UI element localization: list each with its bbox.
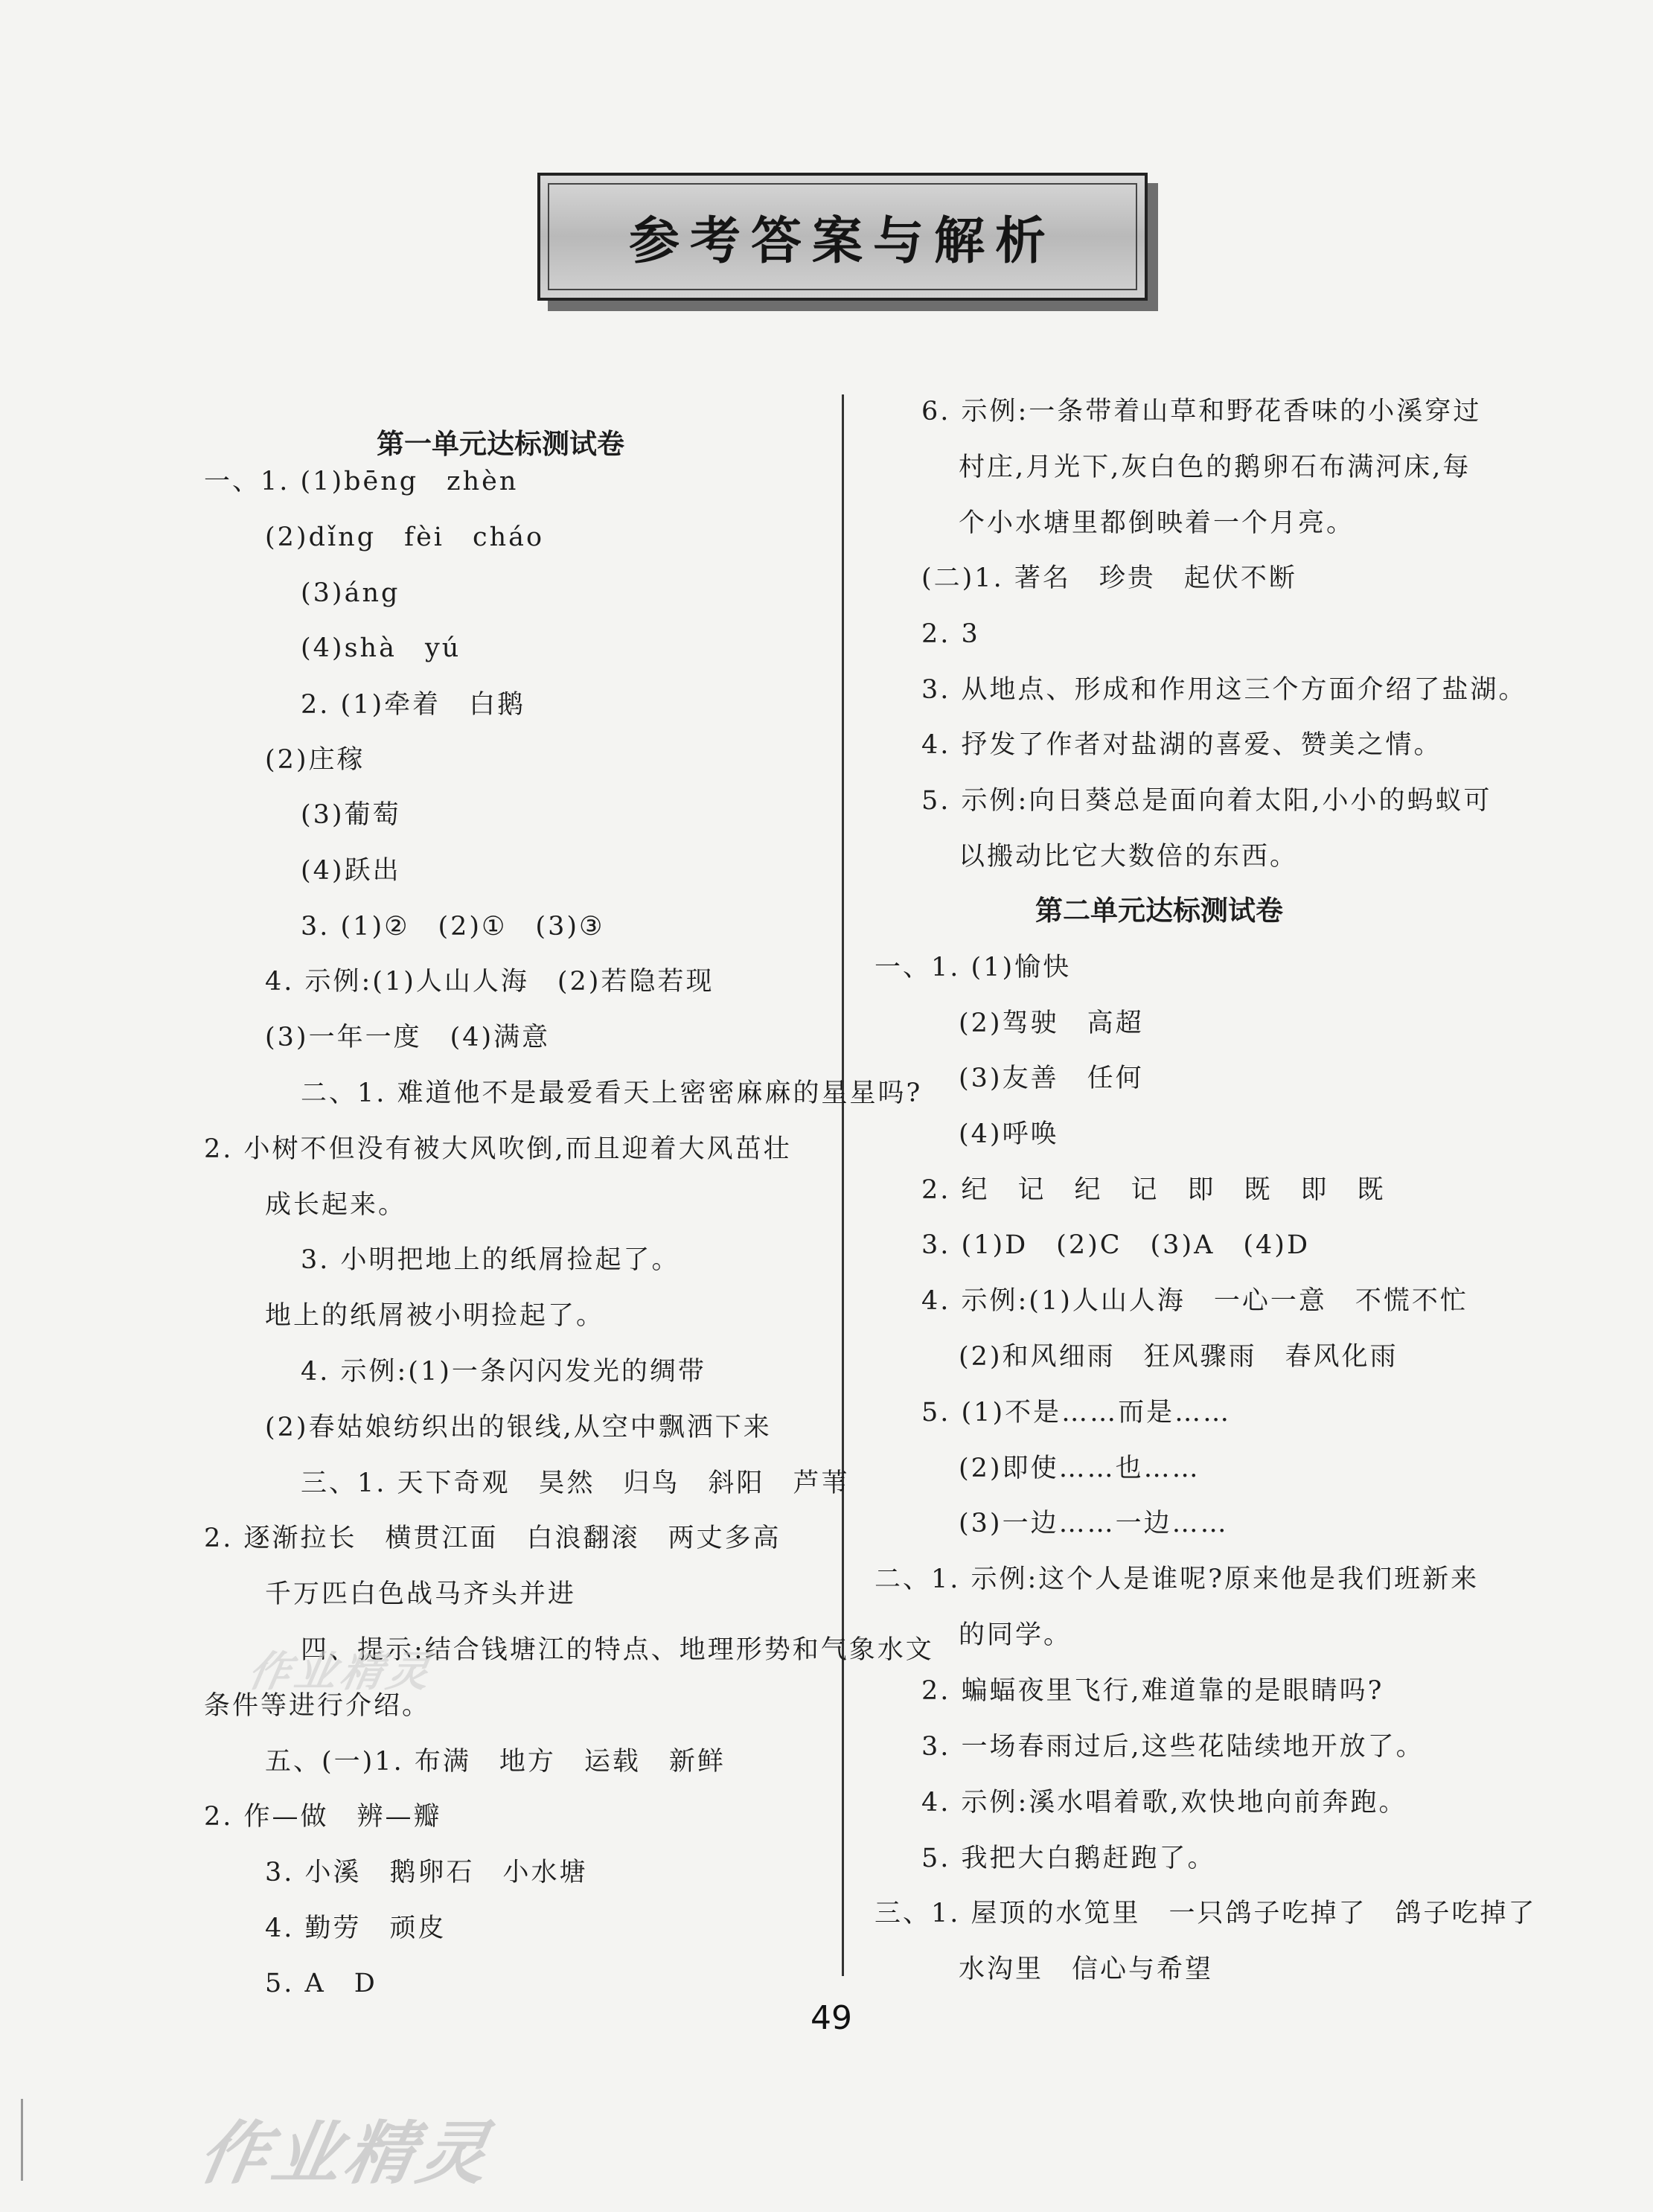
page-edge-mark bbox=[21, 2099, 23, 2181]
right-answer-line: 6. 示例:一条带着山草和野花香味的小溪穿过 bbox=[921, 397, 1482, 426]
right-answer-line: 水沟里 信心与希望 bbox=[959, 1954, 1214, 1984]
left-answer-line: 2. (1)牵着 白鹅 bbox=[301, 690, 526, 720]
page-number: 49 bbox=[810, 1999, 852, 2037]
left-answer-line: 五、(一)1. 布满 地方 运载 新鲜 bbox=[265, 1747, 726, 1777]
left-answer-line: 3. 小明把地上的纸屑捡起了。 bbox=[301, 1245, 680, 1275]
right-answer-line: (2)驾驶 高超 bbox=[959, 1008, 1144, 1038]
left-answer-line: (3)一年一度 (4)满意 bbox=[265, 1023, 551, 1052]
left-answer-line: 2. 逐渐拉长 横贯江面 白浪翻滚 两丈多高 bbox=[204, 1524, 781, 1553]
right-answer-line: 3. 一场春雨过后,这些花陆续地开放了。 bbox=[921, 1732, 1425, 1762]
left-section-heading: 第一单元达标测试卷 bbox=[377, 428, 624, 460]
left-answer-line: 四、提示:结合钱塘江的特点、地理形势和气象水文 bbox=[301, 1635, 934, 1665]
watermark-bottom: 作业精灵 bbox=[193, 2114, 499, 2193]
right-answer-line: 4. 示例:溪水唱着歌,欢快地向前奔跑。 bbox=[921, 1788, 1407, 1818]
right-answer-line: 5. 示例:向日葵总是面向着太阳,小小的蚂蚁可 bbox=[921, 786, 1492, 816]
left-answer-line: 2. 小树不但没有被大风吹倒,而且迎着大风茁壮 bbox=[204, 1134, 792, 1164]
left-answer-line: 地上的纸屑被小明捡起了。 bbox=[265, 1301, 605, 1331]
right-answer-line: 2. 纪 记 纪 记 即 既 即 既 bbox=[921, 1175, 1386, 1205]
left-answer-line: 二、1. 难道他不是最爱看天上密密麻麻的星星吗? bbox=[301, 1078, 923, 1108]
left-answer-line: (4)shà yú bbox=[301, 633, 461, 663]
right-answer-line: 3. 从地点、形成和作用这三个方面介绍了盐湖。 bbox=[921, 675, 1527, 705]
right-answer-line: (3)一边……一边…… bbox=[959, 1509, 1229, 1538]
left-answer-line: (4)跃出 bbox=[301, 856, 401, 886]
watermark-mid: 作业精灵 bbox=[244, 1648, 438, 1696]
right-answer-line: 4. 示例:(1)人山人海 一心一意 不慌不忙 bbox=[921, 1286, 1468, 1316]
right-answer-line: 以搬动比它大数倍的东西。 bbox=[959, 842, 1299, 872]
right-section-heading: 第二单元达标测试卷 bbox=[1035, 895, 1283, 927]
title-banner bbox=[537, 173, 1148, 301]
right-answer-line: (2)即使……也…… bbox=[959, 1454, 1200, 1483]
right-answer-line: 的同学。 bbox=[959, 1620, 1072, 1650]
left-answer-line: 3. (1)② (2)① (3)③ bbox=[301, 912, 605, 942]
right-answer-line: 个小水塘里都倒映着一个月亮。 bbox=[959, 508, 1355, 538]
left-answer-line: (2)庄稼 bbox=[265, 745, 365, 775]
right-answer-line: 一、1. (1)愉快 bbox=[875, 953, 1072, 982]
left-answer-line: 一、1. (1)bēng zhèn bbox=[204, 467, 519, 496]
left-answer-line: 4. 示例:(1)一条闪闪发光的绸带 bbox=[301, 1357, 706, 1387]
left-answer-line: 4. 示例:(1)人山人海 (2)若隐若现 bbox=[265, 967, 714, 997]
left-answer-line: 4. 勤劳 顽皮 bbox=[265, 1914, 447, 1943]
right-answer-line: 2. 蝙蝠夜里飞行,难道靠的是眼睛吗? bbox=[921, 1676, 1384, 1706]
right-answer-line: (4)呼唤 bbox=[959, 1119, 1059, 1149]
right-answer-line: 二、1. 示例:这个人是谁呢?原来他是我们班新来 bbox=[875, 1564, 1480, 1594]
right-answer-line: 5. (1)不是……而是…… bbox=[921, 1398, 1232, 1428]
right-answer-line: (3)友善 任何 bbox=[959, 1064, 1144, 1093]
left-answer-line: 2. 作—做 辨—瓣 bbox=[204, 1802, 442, 1832]
right-answer-line: 2. 3 bbox=[921, 619, 980, 649]
left-answer-line: 千万匹白色战马齐头并进 bbox=[265, 1579, 577, 1609]
left-answer-line: 5. A D bbox=[265, 1969, 377, 1998]
left-answer-line: (2)春姑娘纺织出的银线,从空中飘洒下来 bbox=[265, 1413, 772, 1442]
left-answer-line: 三、1. 天下奇观 昊然 归鸟 斜阳 芦苇 bbox=[301, 1468, 850, 1498]
right-answer-line: 5. 我把大白鹅赶跑了。 bbox=[921, 1844, 1216, 1873]
right-answer-line: 4. 抒发了作者对盐湖的喜爱、赞美之情。 bbox=[921, 730, 1442, 760]
page-title: 参考答案与解析 bbox=[628, 211, 1056, 271]
right-answer-line: 村庄,月光下,灰白色的鹅卵石布满河床,每 bbox=[959, 453, 1471, 482]
right-answer-line: 三、1. 屋顶的水笕里 一只鸽子吃掉了 鸽子吃掉了 bbox=[875, 1899, 1537, 1928]
left-answer-line: (2)dǐng fèi cháo bbox=[265, 522, 545, 552]
left-answer-line: 3. 小溪 鹅卵石 小水塘 bbox=[265, 1858, 588, 1887]
left-answer-line: 条件等进行介绍。 bbox=[204, 1691, 431, 1721]
left-answer-line: 成长起来。 bbox=[265, 1190, 407, 1220]
left-answer-line: (3)葡萄 bbox=[301, 800, 401, 830]
left-answer-line: (3)áng bbox=[301, 578, 400, 608]
right-answer-line: 3. (1)D (2)C (3)A (4)D bbox=[921, 1230, 1311, 1260]
right-answer-line: (二)1. 著名 珍贵 起伏不断 bbox=[921, 563, 1297, 593]
column-divider bbox=[842, 394, 844, 1976]
right-answer-line: (2)和风细雨 狂风骤雨 春风化雨 bbox=[959, 1342, 1398, 1372]
